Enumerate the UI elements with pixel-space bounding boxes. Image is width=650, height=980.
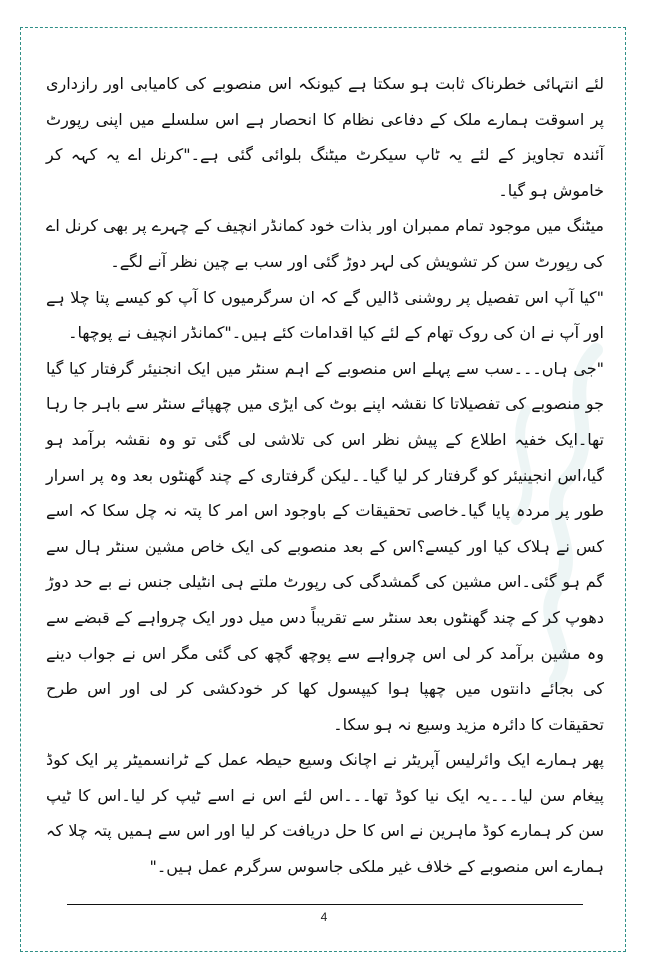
paragraph: "جی ہاں۔۔۔سب سے پہلے اس منصوبے کے اہم سنٹر میں ایک انجنیئر گرفتار کیا گیا جو منصوبے کی تفصیلاتا کا نقشہ اپنے بوٹ کی ایڑی میں چھپائے سنٹر سے باہر جا رہا تھا۔ایک خفیہ اطلاع کے پیش نظر اس کی تلاشی لی گئی تو وہ نقشہ برآمد ہو گیا،اس انجینیئر کو گرفتار کر لیا گیا۔۔لیکن گرفتاری کے چند گھنٹوں بعد وہ پر اسرار طور پر مردہ پایا گیا۔خاصی تحقیقات کے باوجود اس امر کا پتہ نہ چل سکا کہ اسے کس نے ہلاک کیا اور کیسے؟اس کے بعد منصوبے کی ایک خاص مشین سنٹر ہال سے گم ہو گئی۔اس مشین کی گمشدگی کی رپورٹ ملتے ہی انٹیلی جنس نے بے حد دوڑ دھوپ کر کے چند گھنٹوں بعد سنٹر سے تقریباً دس میل دور ایک چرواہے کے قبضے سے وہ مشین برآمد کر لی اس چرواہے سے پوچھ گچھ کی گئی مگر اس نے جواب دینے کی بجائے دانتوں میں چھپا ہوا کیپسول کھا کر خودکشی کر لی اور اس طرح تحقیقات کا دائرہ مزید وسیع نہ ہو سکا۔: [46, 358, 604, 734]
paragraph: پھر ہمارے ایک وائرلیس آپریٹر نے اچانک وسیع حیطہ عمل کے ٹرانسمیٹر پر ایک کوڈ پیغام سن لیا۔۔۔یہ ایک نیا کوڈ تھا۔۔۔اس لئے اس نے اسے ٹیپ کر لیا۔اس کا ٹیپ سن کر ہمارے کوڈ ماہرین نے اس کا حل دریافت کر لیا اور اس سے ہمیں پتہ چلا کہ ہمارے اس منصوبے کے خلاف غیر ملکی جاسوس سرگرم عمل ہیں۔": [46, 750, 604, 877]
paragraph: لئے انتہائی خطرناک ثابت ہو سکتا ہے کیونکہ اس منصوبے کی کامیابی اور رازداری پر اسوقت ہمارے ملک کے دفاعی نظام کا انحصار ہے اس سلسلے میں اپنی رپورٹ آئندہ تجاویز کے لئے یہ ٹاپ سیکرٹ میٹنگ بلوائی گئی ہے۔"کرنل اے یہ کہہ کر خاموش ہو گیا۔: [46, 74, 604, 200]
paragraph: "کیا آپ اس تفصیل پر روشنی ڈالیں گے کہ ان سرگرمیوں کا آپ کو کیسے پتا چلا ہے اور آپ نے ان کی روک تھام کے لئے کیا اقدامات کئے ہیں۔"کمانڈر انچیف نے پوچھا۔: [46, 287, 604, 343]
article-body: [46, 66, 604, 885]
page-number: 4: [320, 910, 328, 924]
paragraph: میٹنگ میں موجود تمام ممبران اور بذات خود کمانڈر انچیف کے چہرے پر بھی کرنل اے کی رپورٹ سن کر تشویش کی لہر دوڑ گئی اور سب بے چین نظر آنے لگے۔: [46, 216, 604, 271]
footer-divider: [67, 904, 583, 905]
